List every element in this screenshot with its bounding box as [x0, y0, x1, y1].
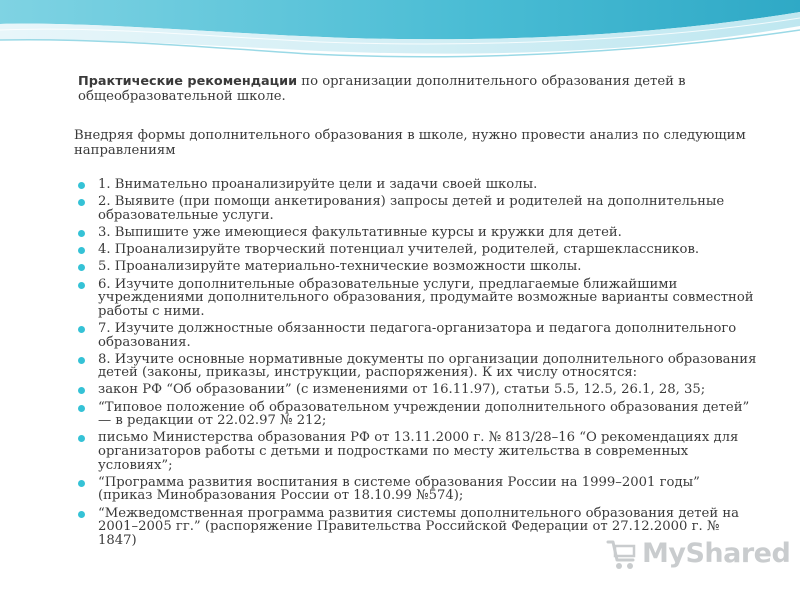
header-wave-decoration [0, 0, 800, 80]
watermark-text: MyShared [642, 538, 791, 569]
list-item: письмо Министерства образования РФ от 13.11.2000 г. № 813/28–16 “О рекомендациях для организаторов работы с детьми и подростками по месту жительства в современных условиях”; [0, 431, 758, 472]
recommendation-list [0, 178, 780, 547]
list-item: 8. Изучите основные нормативные документы по организации дополнительного образования детей (законы, приказы, инструкции, распоряжения). К их числу относятся: [0, 353, 758, 380]
document-body [72, 74, 762, 551]
bullet-icon [78, 199, 85, 206]
bullet-icon [78, 326, 85, 333]
bullet-icon [78, 405, 85, 412]
cart-icon [606, 538, 638, 572]
bullet-icon [78, 511, 85, 518]
bullet-icon [78, 247, 85, 254]
bullet-icon [78, 357, 85, 364]
bullet-icon [78, 230, 85, 237]
list-item: 6. Изучите дополнительные образовательные услуги, предлагаемые ближайшими учреждениями дополнительного образования, продумайте возможные варианты совместной работы с ними. [0, 278, 758, 319]
list-item: 2. Выявите (при помощи анкетирования) запросы детей и родителей на дополнительные образовательные услуги. [0, 195, 758, 222]
intro-paragraph: Внедряя формы дополнительного образования в школе, нужно провести анализ по следующим направлениям [74, 128, 746, 158]
title-rest-part: по организации дополнительного образования детей в общеобразовательной школе. [78, 74, 686, 104]
bullet-icon [78, 480, 85, 487]
bullet-icon [78, 182, 85, 189]
list-item: 3. Выпишите уже имеющиеся факультативные курсы и кружки для детей. [0, 226, 758, 240]
list-item: 1. Внимательно проанализируйте цели и задачи своей школы. [0, 178, 758, 192]
title-bold-part: Практические рекомендации [78, 74, 298, 89]
bullet-icon [78, 264, 85, 271]
list-item: “Программа развития воспитания в системе образования России на 1999–2001 годы” (приказ Минобразования России от 18.10.99 №574); [0, 476, 758, 503]
bullet-icon [78, 282, 85, 289]
list-item: “Типовое положение об образовательном учреждении дополнительного образования детей” — в редакции от 22.02.97 № 212; [0, 401, 758, 428]
watermark [606, 536, 791, 572]
list-item: 5. Проанализируйте материально-технические возможности школы. [0, 260, 758, 274]
list-item: 7. Изучите должностные обязанности педагога-организатора и педагога дополнительного образования. [0, 322, 758, 349]
list-item: закон РФ “Об образовании” (с изменениями от 16.11.97), статьи 5.5, 12.5, 26.1, 28, 35; [0, 383, 758, 397]
bullet-icon [78, 435, 85, 442]
document-title [78, 74, 718, 104]
list-item: 4. Проанализируйте творческий потенциал учителей, родителей, старшеклассников. [0, 243, 758, 257]
bullet-icon [78, 387, 85, 394]
list-item: “Межведомственная программа развития системы дополнительного образования детей на 2001–2005 гг.” (распоряжение Правительства Российской Федерации от 27.12.2000 г. № 1847) [0, 507, 758, 548]
